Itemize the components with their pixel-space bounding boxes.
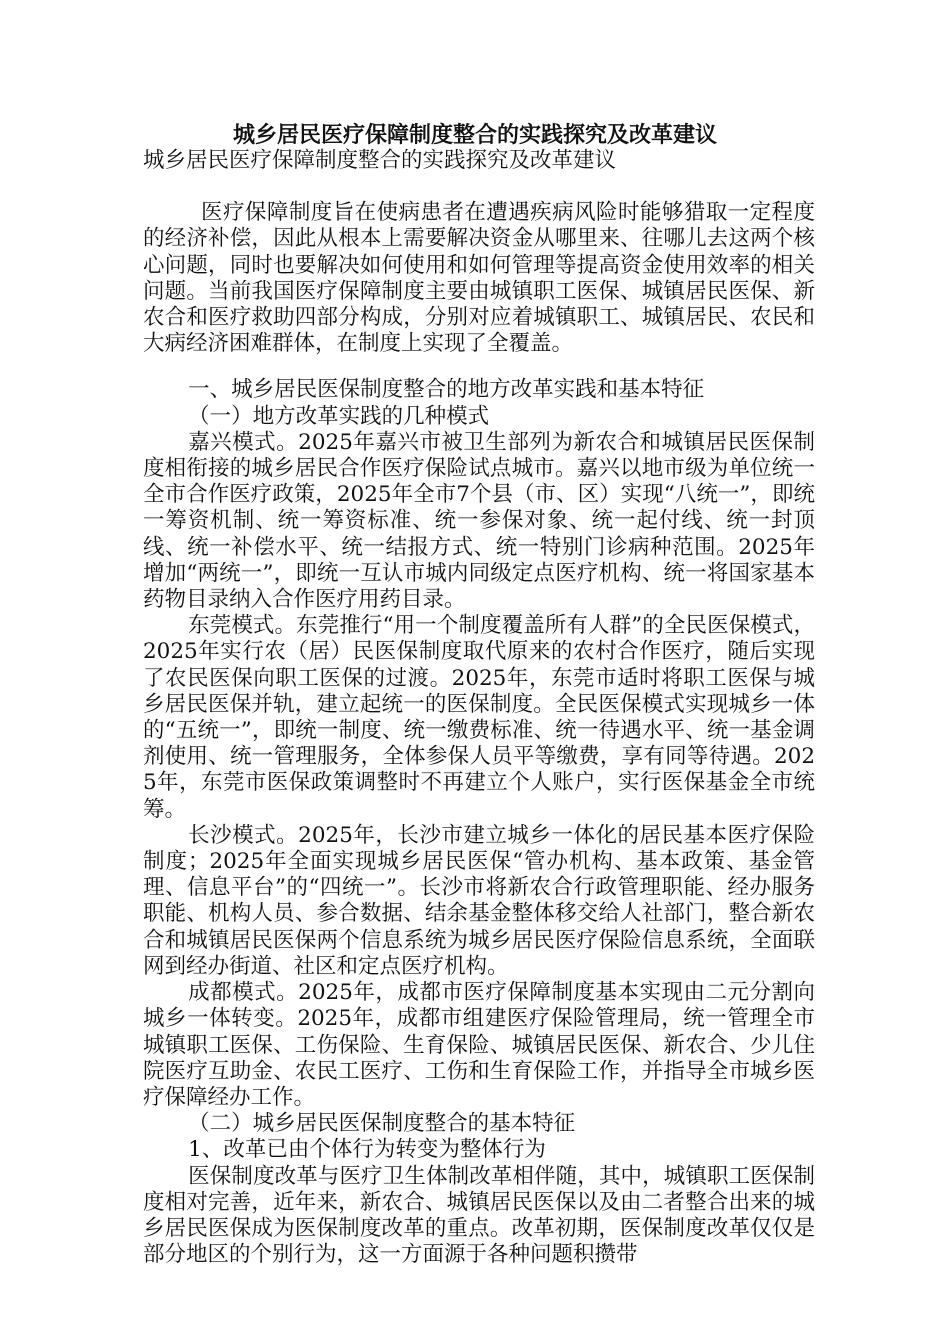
document-title: 城乡居民医疗保障制度整合的实践探究及改革建议 (232, 122, 717, 148)
paragraph-chengdu: 成都模式。2025年，成都市医疗保障制度基本实现由二元分割向城乡一体转变。2025年，成都市组建医疗保险管理局，统一管理全市城镇职工医保、工伤保险、生育保险、城镇居民医保、新农合、少儿住院医疗互助金、农民工医疗、工伤和生育保险工作，并指导全市城乡医疗保障经办工作。 (143, 980, 815, 1110)
blank-line (143, 357, 815, 377)
paragraph-reform: 医保制度改革与医疗卫生体制改革相伴随，其中，城镇职工医保制度相对完善，近年来，新农合、城镇居民医保以及由二者整合出来的城乡居民医保成为医保制度改革的重点。改革初期，医保制度改革仅仅是部分地区的个别行为，这一方面源于各种问题积攒带 (143, 1163, 815, 1268)
point-heading-1: 1、改革已由个体行为转变为整体行为 (188, 1137, 546, 1163)
document-body (143, 148, 815, 1268)
document-subtitle: 城乡居民医疗保障制度整合的实践探究及改革建议 (143, 148, 617, 173)
paragraph-dongguan: 东莞模式。东莞推行“用一个制度覆盖所有人群”的全民医保模式，2025年实行农（居）民医保制度取代原来的农村合作医疗，随后实现了农民医保向职工医保的过渡。2025年，东莞市适时将职工医保与城乡居民医保并轨，建立起统一的医保制度。全民医保模式实现城乡一体的“五统一”，即统一制度、统一缴费标准、统一待遇水平、统一基金调剂使用、统一管理服务，全体参保人员平等缴费，享有同等待遇。2025年，东莞市医保政策调整时不再建立个人账户，实行医保基金全市统筹。 (143, 613, 815, 822)
subsection-heading-2: （二）城乡居民医保制度整合的基本特征 (188, 1111, 576, 1137)
paragraph-changsha: 长沙模式。2025年，长沙市建立城乡一体化的居民基本医疗保险制度；2025年全面实现城乡居民医保“管办机构、基本政策、基金管理、信息平台”的“四统一”。长沙市将新农合行政管理职能、经办服务职能、机构人员、参合数据、结余基金整体移交给人社部门，整合新农合和城镇居民医保两个信息系统为城乡居民医疗保险信息系统，全面联网到经办街道、社区和定点医疗机构。 (143, 822, 815, 979)
paragraph-jiaxing: 嘉兴模式。2025年嘉兴市被卫生部列为新农合和城镇居民医保制度相衔接的城乡居民合作医疗保险试点城市。嘉兴以地市级为单位统一全市合作医疗政策，2025年全市7个县（市、区）实现“八统一”，即统一筹资机制、统一筹资标准、统一参保对象、统一起付线、统一封顶线、统一补偿水平、统一结报方式、统一特别门诊病种范围。2025年增加“两统一”，即统一互认市城内同级定点医疗机构、统一将国家基本药物目录纳入合作医疗用药目录。 (143, 429, 815, 613)
blank-line (143, 174, 815, 200)
section-heading-1: 一、城乡居民医保制度整合的地方改革实践和基本特征 (188, 377, 705, 403)
subsection-heading-1: （一）地方改革实践的几种模式 (188, 403, 490, 429)
paragraph-intro: 医疗保障制度旨在使病患者在遭遇疾病风险时能够猎取一定程度的经济补偿，因此从根本上需要解决资金从哪里来、往哪儿去这两个核心问题，同时也要解决如何使用和如何管理等提高资金使用效率的相关问题。当前我国医疗保障制度主要由城镇职工医保、城镇居民医保、新农合和医疗救助四部分构成，分别对应着城镇职工、城镇居民、农民和大病经济困难群体，在制度上实现了全覆盖。 (143, 200, 815, 357)
